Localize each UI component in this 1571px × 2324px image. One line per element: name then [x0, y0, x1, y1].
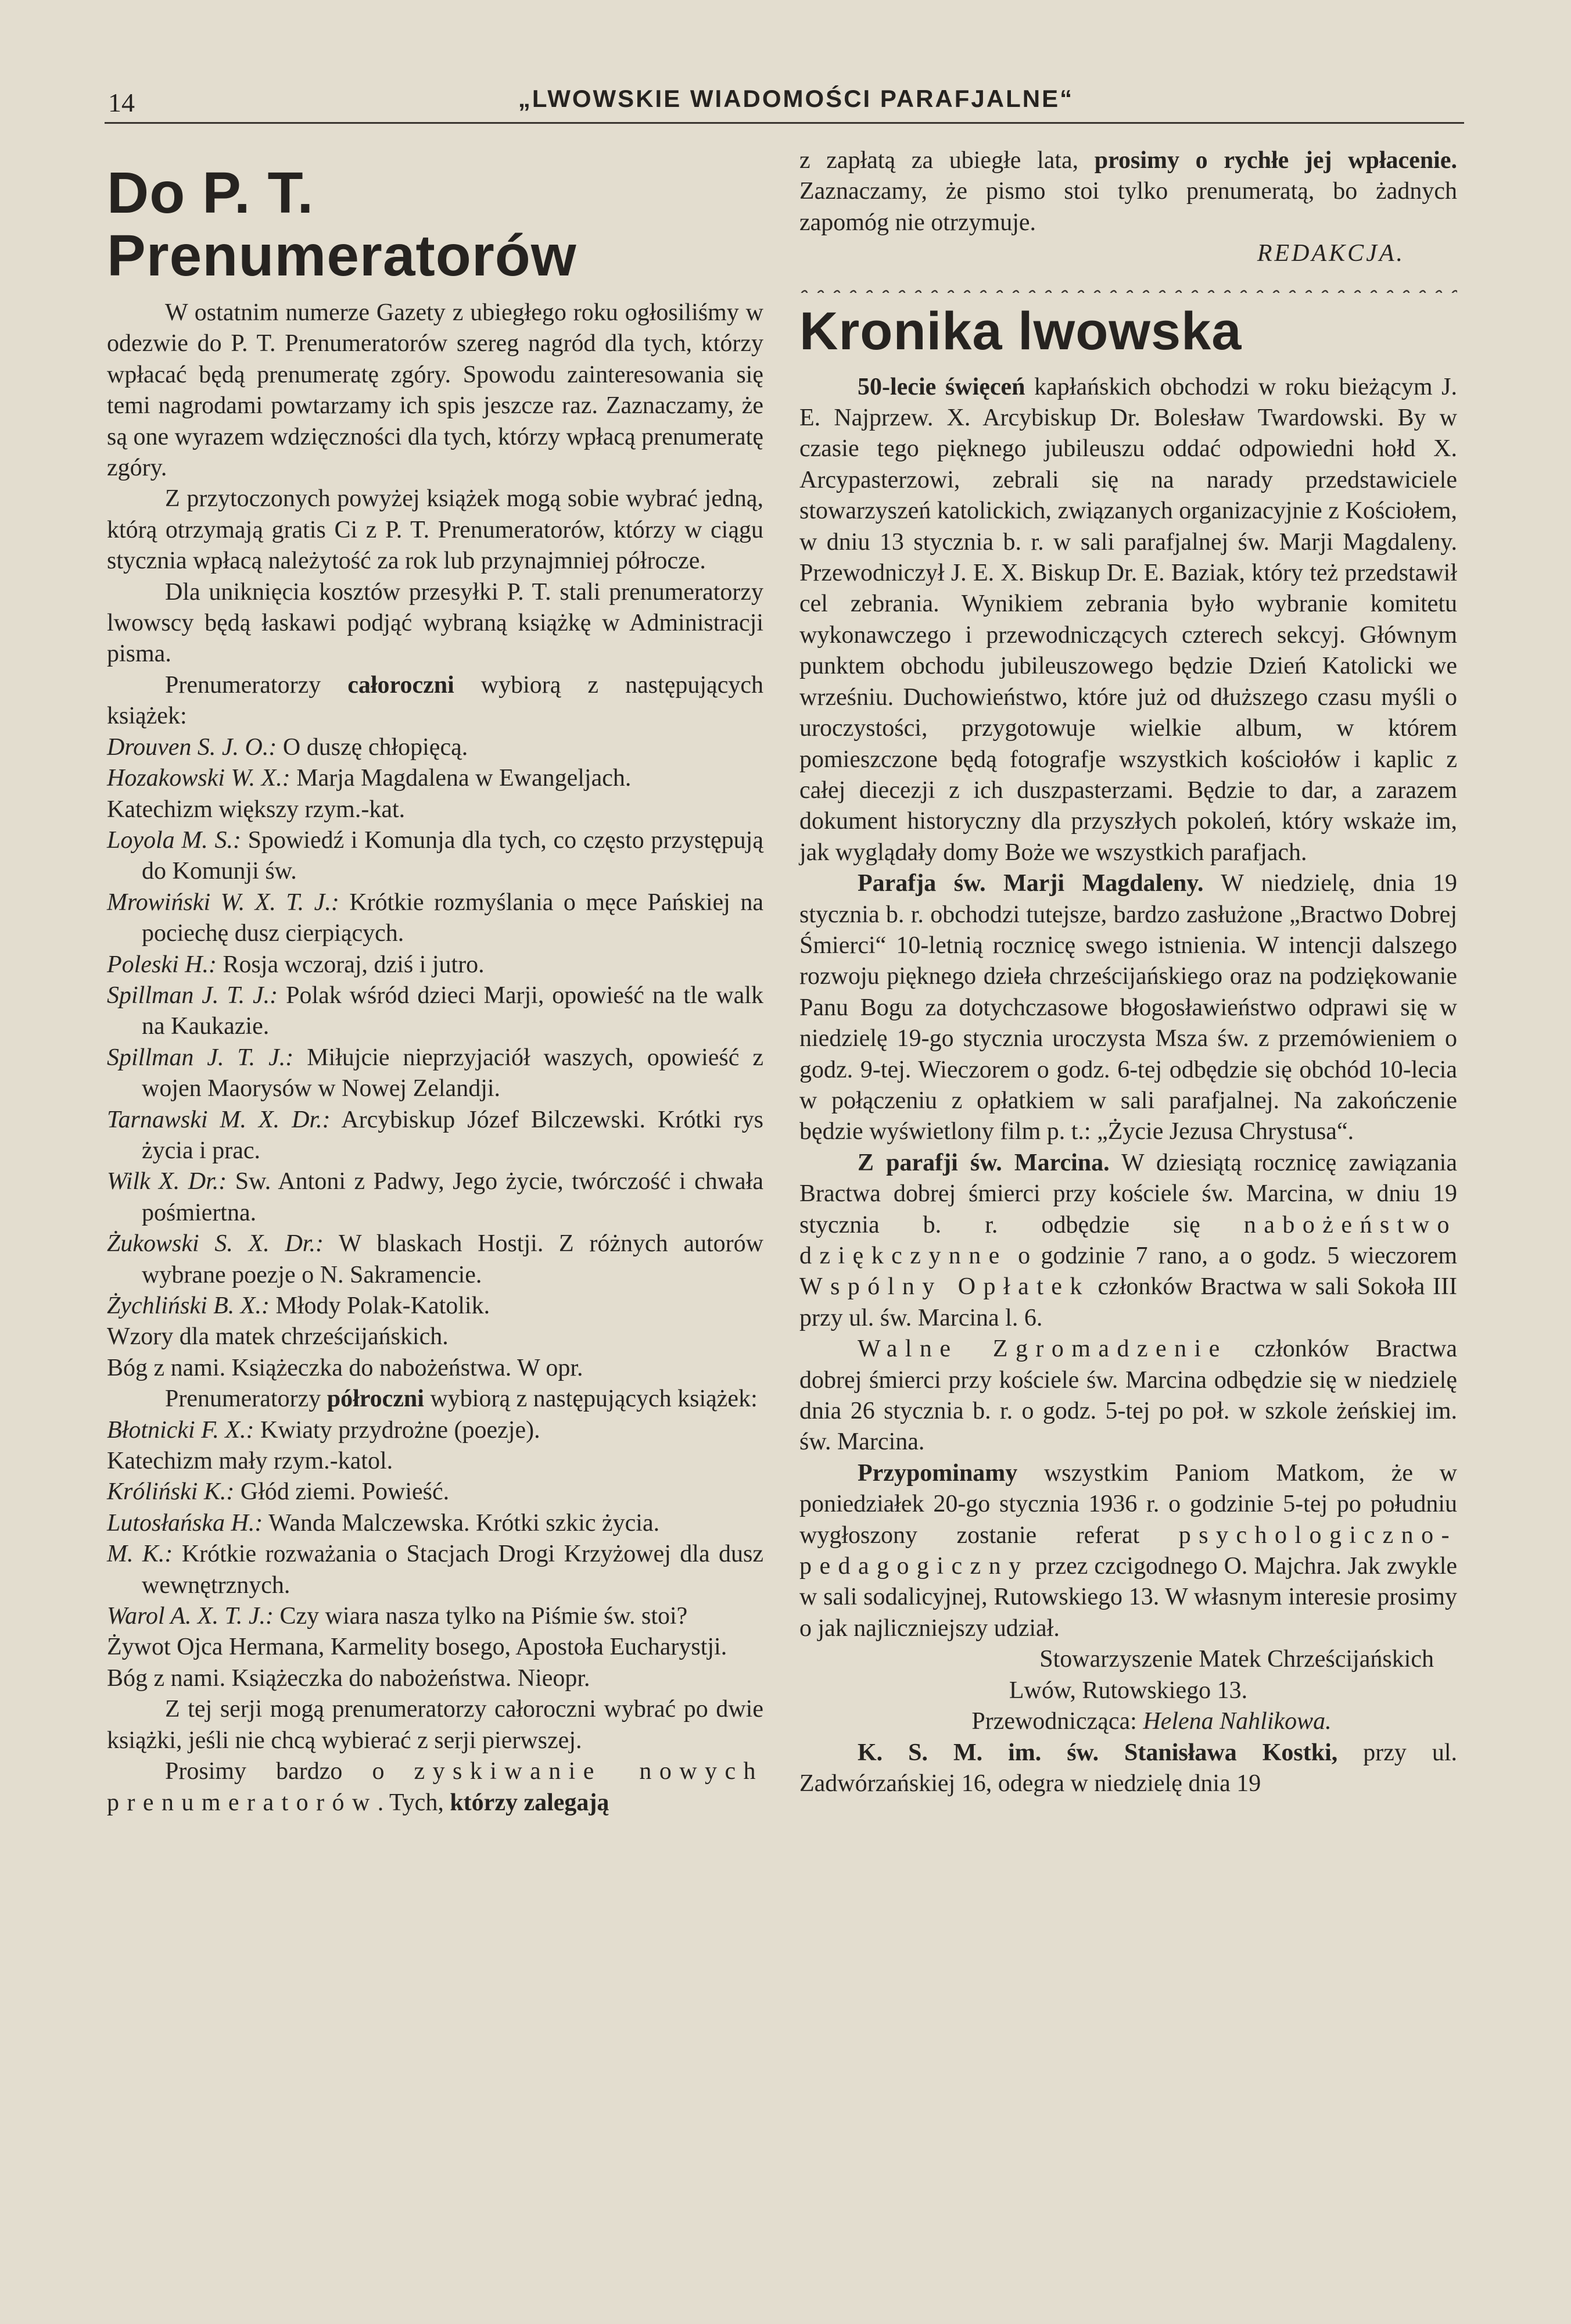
book-entry — [107, 1601, 763, 1632]
paragraph: z zapłatą za ubiegłe lata, prosimy o rychłe jej wpłacenie. Zaznaczamy, że pismo stoi tylko prenumeratą, bo żadnych zapomóg nie otrzymuje. — [799, 147, 1457, 236]
book-title: Bóg z nami. Książeczka do nabożeństwa. W opr. — [107, 1354, 583, 1381]
book-title: Młody Polak-Katolik. — [269, 1292, 490, 1319]
paragraph: Z przytoczonych powyżej książek mogą sobie wybrać jedną, którą otrzymają gratis Ci z P. T. Prenumeratorów, którzy w ciągu stycznia wpłacą należytość za rok lub przynajmniej półrocze. — [107, 485, 763, 575]
ornament-divider — [799, 279, 1457, 293]
book-author: Mrowiński W. X. T. J.: — [107, 889, 339, 916]
book-author: Spillman J. T. J.: — [107, 1044, 294, 1071]
book-title: Krótkie rozmyślania o męce Pańskiej na pociechę dusz cierpiących. — [142, 889, 763, 947]
header-rule — [105, 122, 1464, 124]
book-entry — [107, 794, 763, 825]
signature-chair: Przewodnicząca: Helena Nahlikowa. — [971, 1708, 1332, 1735]
book-title: Głód ziemi. Powieść. — [234, 1478, 450, 1506]
paragraph: Z parafji św. Marcina. W dziesiątą rocznicę zawiązania Bractwa dobrej śmierci przy kościele św. Marcina, w dniu 19 stycznia b. r. odbędzie się nabożeństwo dziękczynne o godzinie 7 rano, a o godz. 5 wieczorem Wspólny Opłatek członków Bractwa w sali Sokoła III przy ul. św. Marcina l. 6. — [799, 1149, 1457, 1331]
book-title: Katechizm większy rzym.-kat. — [107, 796, 406, 823]
paragraph: Parafja św. Marji Magdaleny. W niedzielę, dnia 19 stycznia b. r. obchodzi tutejsze, bardzo zasłużone „Bractwo Dobrej Śmierci“ 10-letnią rocznicę swego istnienia. W intencji dalszego rozwoju pięknego dzieła chrześcijańskiego oraz na podziękowanie Panu Bogu za dotychczasowe błogosławieństwo odprawi się w niedzielę 19-go stycznia uroczysta Msza św. z przemówieniem o godz. 9-tej. Wieczorem o godz. 6-tej odbędzie się obchód 10-lecia w połączeniu z opłatkiem w sali parafjalnej. Na zakończenie będzie wyświetlony film p. t.: „Życie Jezusa Chrystusa“. — [799, 870, 1457, 1145]
paragraph: Walne Zgromadzenie członków Bractwa dobrej śmierci przy kościele św. Marcina odbędzie się w niedzielę dnia 26 stycznia b. r. o godz. 5-tej po poł. w szkole żeńskiej im. św. Marcina. — [799, 1335, 1457, 1456]
book-author: Poleski H.: — [107, 951, 217, 978]
paragraph: W ostatnim numerze Gazety z ubiegłego roku ogłosiliśmy w odezwie do P. T. Prenumeratorów szereg nagród dla tych, którzy wpłacać będą prenumeratę zgóry. Spowodu zainteresowania się temi nagrodami powtarzamy ich spis jeszcze raz. Zaznaczamy, że są one wyrazem wdzięczności dla tych, którzy wpłacą prenumeratę zgóry. — [107, 299, 763, 482]
book-author: Tarnawski M. X. Dr.: — [107, 1106, 331, 1133]
book-author: Żukowski S. X. Dr.: — [107, 1230, 324, 1258]
book-title: Żywot Ojca Hermana, Karmelity bosego, Apostoła Eucharystji. — [107, 1634, 727, 1661]
book-author: Błotnicki F. X.: — [107, 1416, 254, 1444]
book-title: Arcybiskup Józef Bilczewski. Krótki rys życia i prac. — [142, 1106, 763, 1164]
book-entry — [107, 1415, 763, 1446]
book-entry — [107, 1105, 763, 1167]
annual-book-list — [107, 732, 763, 1384]
book-entry — [107, 950, 763, 980]
book-title: W blaskach Hostji. Z różnych autorów wybrane poezje o N. Sakramencie. — [142, 1230, 763, 1288]
signature-address: Lwów, Rutowskiego 13. — [1009, 1677, 1248, 1704]
book-title: Miłujcie nieprzyjaciół waszych, opowieść z wojen Maorysów w Nowej Zelandji. — [142, 1044, 763, 1102]
book-title: Sw. Antoni z Padwy, Jego życie, twórczość i chwała pośmiertna. — [142, 1168, 763, 1226]
book-author: Spillman J. T. J.: — [107, 982, 278, 1009]
book-title: Spowiedź i Komunja dla tych, co często przystępują do Komunji św. — [142, 826, 763, 885]
book-title: Rosja wczoraj, dziś i jutro. — [216, 951, 485, 978]
paragraph: Prenumeratorzy półroczni wybiorą z następujących książek: — [165, 1385, 758, 1413]
book-entry — [107, 1446, 763, 1477]
book-title: Wzory dla matek chrześcijańskich. — [107, 1323, 449, 1351]
book-author: Lutosłańska H.: — [107, 1509, 263, 1537]
paragraph: 50-lecie święceń kapłańskich obchodzi w roku bieżącym J. E. Najprzew. X. Arcybiskup Dr. Bolesław Twardowski. By w czasie tego pięknego jubileuszu oddać odpowiedni hołd X. Arcypasterzowi, zebrali się na narady przedstawiciele stowarzyszeń katolickich, związanych organizacyjnie z Kościołem, w dniu 13 stycznia b. r. w sali parafjalnej św. Marji Magdaleny. Przewodniczył J. E. X. Biskup Dr. E. Baziak, który też przedstawił cel zebrania. Wynikiem zebrania było wybranie komitetu wykonawczego i przewodniczących czterech sekcyj. Głównym punktem obchodu jubileuszowego będzie Dzień Katolicki we wrześniu. Duchowieństwo, które już od dłuższego czasu myśli o uroczystości, przygotowuje wielkie album, w którem pomieszczone będą fotografje wszystkich kościołów i kaplic z całej diecezji z ich duszpasterzami. Będzie to dar, a zarazem dokument historyczny dla przyszłych pokoleń, który wskaże im, jak wyglądały domy Boże we wszystkich parafjach. — [799, 373, 1457, 866]
book-title: Marja Magdalena w Ewangeljach. — [290, 765, 632, 792]
page-number: 14 — [108, 88, 135, 117]
book-author: Drouven S. J. O.: — [107, 733, 277, 761]
chronicle-title: Kronika lwowska — [799, 301, 1242, 361]
book-title: O duszę chłopięcą. — [277, 733, 468, 761]
book-author: Warol A. X. T. J.: — [107, 1603, 274, 1630]
book-entry — [107, 1322, 763, 1352]
book-title: Polak wśród dzieci Marji, opowieść na tle walk na Kaukazie. — [142, 982, 763, 1040]
book-author: Żychliński B. X.: — [107, 1292, 270, 1319]
editorial-signature: REDAKCJA. — [1257, 240, 1405, 267]
book-title: Bóg z nami. Książeczka do nabożeństwa. Nieopr. — [107, 1664, 590, 1692]
left-column — [107, 145, 763, 1818]
paragraph: Z tej serji mogą prenumeratorzy całoroczni wybrać po dwie książki, jeśli nie chcą wybierać z serji pierwszej. — [107, 1696, 763, 1754]
book-title: Wanda Malczewska. Krótki szkic życia. — [263, 1509, 660, 1537]
book-entry — [107, 1663, 763, 1694]
paragraph: K. S. M. im. św. Stanisława Kostki, przy ul. Zadwórzańskiej 16, odegra w niedzielę dnia 19 — [799, 1739, 1458, 1797]
book-title: Czy wiara nasza tylko na Piśmie św. stoi? — [274, 1603, 688, 1630]
book-title: Katechizm mały rzym.-katol. — [107, 1448, 393, 1475]
book-author: Hozakowski W. X.: — [107, 765, 290, 792]
paragraph: Prosimy bardzo o zyskiwanie nowych prenumeratorów. Tych, którzy zalegają — [107, 1758, 763, 1816]
book-title: Krótkie rozważania o Stacjach Drogi Krzyżowej dla dusz wewnętrznych. — [142, 1541, 763, 1599]
book-entry — [107, 980, 763, 1043]
book-author: M. K.: — [107, 1541, 173, 1568]
book-entry — [107, 1353, 763, 1384]
book-entry — [107, 887, 763, 950]
running-title: „LWOWSKIE WIADOMOŚCI PARAFJALNE“ — [518, 85, 1074, 112]
book-author: Wilk X. Dr.: — [107, 1168, 227, 1195]
book-entry — [107, 732, 763, 763]
paragraph: Prenumeratorzy całoroczni wybiorą z następujących książek: — [107, 671, 763, 730]
book-entry — [107, 1166, 763, 1229]
signature-org: Stowarzyszenie Matek Chrześcijańskich — [1039, 1646, 1434, 1673]
right-column — [799, 145, 1457, 1799]
paragraph: Dla uniknięcia kosztów przesyłki P. T. stali prenumeratorzy lwowscy będą łaskawi podjąć wybraną książkę w Administracji pisma. — [107, 578, 763, 668]
book-author: Króliński K.: — [107, 1478, 235, 1506]
book-author: Loyola M. S.: — [107, 826, 241, 854]
book-entry — [107, 1477, 763, 1507]
book-title: Kwiaty przydrożne (poezje). — [254, 1416, 540, 1444]
book-entry — [107, 763, 763, 794]
book-entry — [107, 1632, 763, 1663]
half-year-book-list — [107, 1415, 763, 1695]
book-entry — [107, 1043, 763, 1105]
book-entry — [107, 1539, 763, 1601]
book-entry — [107, 1291, 763, 1322]
book-entry — [107, 1229, 763, 1291]
book-entry — [107, 825, 763, 887]
book-entry — [107, 1508, 763, 1539]
article-title-subscribers: Do P. T. Prenumeratorów — [107, 160, 577, 288]
paragraph: Przypominamy wszystkim Paniom Matkom, że w poniedziałek 20-go stycznia 1936 r. o godzinie 5-tej po południu wygłoszony zostanie referat psychologiczno-pedagogiczny przez czcigodnego O. Majchra. Jak zwykle w sali sodalicyjnej, Rutowskiego 13. W własnym interesie prosimy o jak najliczniejszy udział. — [799, 1459, 1457, 1642]
